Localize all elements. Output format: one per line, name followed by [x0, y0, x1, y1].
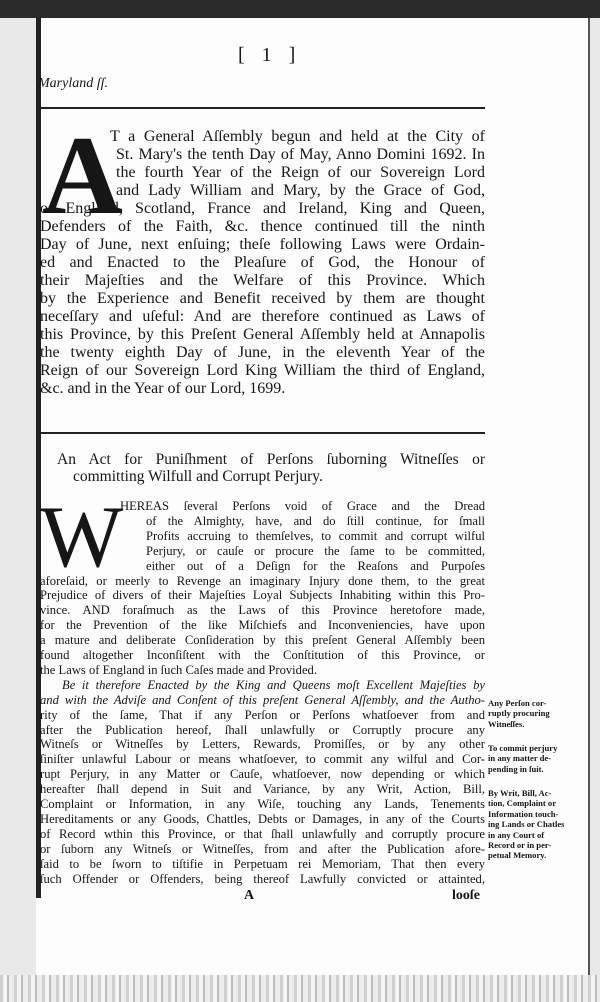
text-line: aforeſaid, or meerly to Revenge an imaginary Injury done them, to the great — [40, 573, 485, 588]
text-line: Complaint or Information, in any Wiſe, touching any Lands, Tenements — [40, 797, 485, 811]
text-line: their Majeſties and the Welfare of this Province. Which — [40, 272, 485, 289]
text-line: rity of the ſame, That if any Perſon or Perſons whatſoever from and — [40, 707, 485, 722]
margin-note-3 — [488, 788, 572, 861]
text-line: Defenders of the Faith, &c. thence continued till the ninth — [40, 218, 485, 235]
text-line: or ſuborn any Witneſs or Witneſſes, from and after the Publication afore- — [40, 841, 485, 856]
text-line: ed and Enacted to the Pleaſure of God, the Honour of — [40, 254, 485, 271]
act-title-line-2: committing Wilfull and Corrupt Perjury. — [73, 468, 323, 485]
margin-note-line: Information touch- — [488, 808, 559, 819]
margin-note-line: To commit perjury — [488, 743, 558, 753]
text-line: the Laws of England in ſuch Caſes made and Provided. — [40, 662, 317, 677]
text-line: the fourth Year of the Reign of our Sovereign Lord — [116, 164, 485, 181]
text-line: Perjury, or cauſe or procure the ſame to be committed, — [146, 543, 485, 558]
drop-cap-w: W — [40, 489, 124, 586]
page-right-edge — [588, 18, 590, 978]
scan-top-border — [0, 0, 600, 18]
text-line: either out of a Deſign for the Reaſons and Purpoſes — [146, 558, 485, 573]
text-line: ſiniſter unlawful Labour or means whatſoever, to commit any wilful and Cor- — [40, 752, 485, 767]
text-line: after the Publication hereof, ſhall unlawfully or Corruptly procure any — [40, 722, 485, 737]
text-line: Reign of our Sovereign Lord King William the third of England, — [40, 362, 485, 379]
signature-mark: A — [244, 888, 255, 903]
text-line: T a General Aſſembly begun and held at the City of — [110, 128, 485, 145]
text-line: of England, Scotland, France and Ireland, King and Queen, — [40, 200, 485, 217]
margin-note-line: in any matter de- — [488, 753, 552, 764]
text-line: St. Mary's the tenth Day of May, Anno Domini 1692. In — [116, 146, 485, 163]
text-line: of the Almighty, have, and do ſtill continue, for ſmall — [146, 513, 485, 528]
margin-note-1 — [488, 698, 572, 729]
text-line: found altogether Inconſiſtent with the Conſtitution of this Province, or — [40, 648, 485, 662]
text-line: ſaid to be ſworn to tiſtifie in Perpetuam rei Memoriam, That then every — [40, 856, 485, 871]
text-line: the twenty eighth Day of June, in the eleventh Year of the — [40, 344, 485, 361]
text-line: hereafter ſhall depend in Suit and Variance, by any Writ, Action, Bill, — [40, 782, 485, 797]
margin-note-line: By Writ, Bill, Ac- — [488, 788, 552, 798]
margin-note-line: pending in ſuit. — [488, 763, 544, 774]
margin-note-line: ruptly procuring — [488, 708, 550, 719]
catchword: looſe — [452, 888, 480, 903]
text-line: by the Experience and Benefit received by them are thought — [40, 290, 485, 307]
margin-note-line: petual Memory. — [488, 850, 547, 861]
text-line: HEREAS ſeveral Perſons void of Grace and the Dread — [120, 499, 485, 513]
text-line: and Lady William and Mary, by the Grace of God, — [116, 182, 485, 199]
drop-cap-a: A — [42, 114, 123, 238]
margin-note-line: Any Perſon cor- — [488, 698, 547, 708]
section-rule — [38, 432, 485, 434]
place-heading: Maryland ſſ. — [38, 76, 108, 91]
text-line: this Province, by this Preſent General Aſſembly held at Annapolis — [40, 326, 485, 343]
text-line: vince. AND foraſmuch as the Laws of this Province heretofore made, — [40, 603, 485, 618]
text-line: Witneſs or Witneſſes by Letters, Rewards, Promiſſes, or by any other — [40, 737, 485, 752]
act-body-paragraph — [40, 499, 485, 899]
margin-note-line: Witneſſes. — [488, 718, 525, 729]
text-line: Profits accruing to themſelves, to commit and corrupt wilful — [146, 528, 485, 543]
text-line: for the Prevention of the like Miſchiefs and Inconveniencies, have upon — [40, 618, 485, 633]
margin-note-line: ing Lands or Chatles — [488, 819, 565, 830]
text-line: Be it therefore Enacted by the King and Queens moſt Excellent Majeſties by — [62, 677, 485, 692]
scan-bottom-border — [0, 975, 600, 1002]
page-number: [ 1 ] — [238, 44, 302, 66]
text-line: &c. and in the Year of our Lord, 1699. — [40, 380, 286, 397]
preamble-paragraph — [40, 128, 485, 408]
act-title — [57, 451, 485, 485]
text-line: a mature and deliberate Conſideration by this preſent General Aſſembly been — [40, 633, 485, 648]
text-line: neceſſary and uſeful: And are therefore continued as Laws of — [40, 308, 485, 325]
text-line: and with the Adviſe and Conſent of this preſent General Aſſembly, and the Autho- — [40, 692, 485, 707]
margin-note-2 — [488, 743, 572, 774]
act-title-line-1: An Act for Puniſhment of Perſons ſuborning Witneſſes or — [57, 451, 485, 468]
text-line: rupt Perjury, in any Matter or Cauſe, whatſoever, now depending or which — [40, 767, 485, 782]
text-line: Hereditaments or any Goods, Chattles, Debts or Damages, in any of the Courts — [40, 811, 485, 826]
text-line: Day of June, next enſuing; theſe following Laws were Ordain- — [40, 236, 485, 253]
margin-note-line: in any Court of — [488, 829, 545, 840]
margin-note-line: Record or in per- — [488, 840, 552, 851]
text-line: of Record wthin this Province, or that ſhall unlawfully and corruptly procure — [40, 826, 485, 841]
text-line: ſuch Offender or Offenders, being thereof Lawfully convicted or attainted, — [40, 871, 485, 886]
header-rule — [38, 107, 485, 109]
text-line: Prejudice of divers of their Majeſties Loyal Subjects Inhabiting within this Pro- — [40, 588, 485, 603]
margin-note-line: tion, Complaint or — [488, 798, 557, 809]
